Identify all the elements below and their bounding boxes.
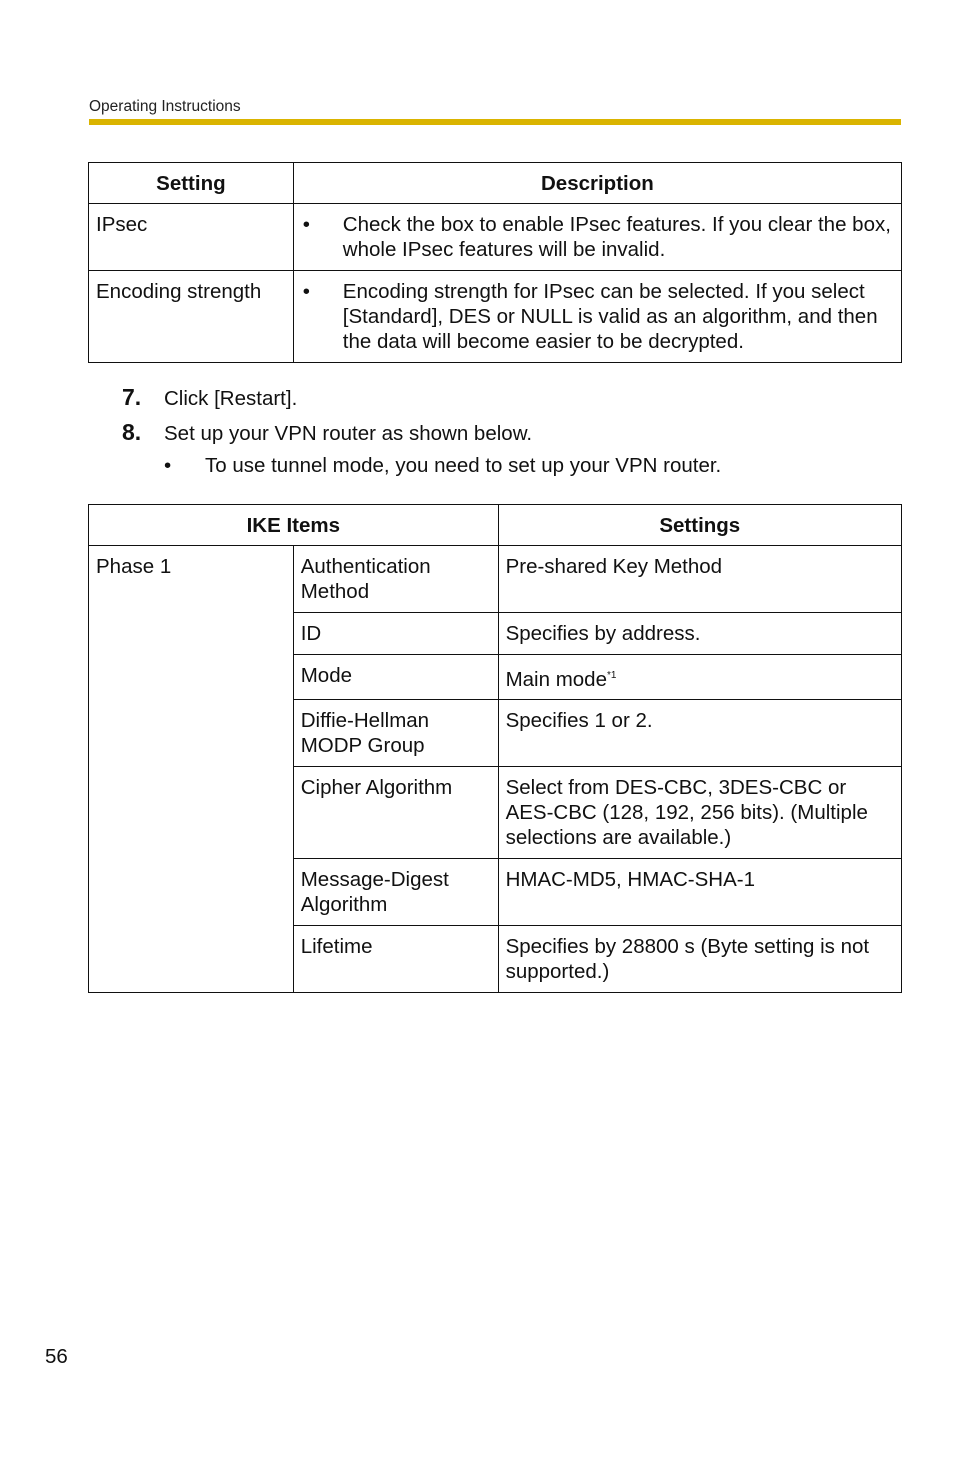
item-cell: ID: [293, 613, 498, 655]
value-cell: [498, 655, 901, 700]
bullet: •: [302, 213, 310, 236]
item-cell: Lifetime: [293, 925, 498, 992]
phase-cell: Phase 1: [89, 546, 294, 993]
table-row: [89, 271, 902, 363]
column-header-settings: Settings: [498, 505, 901, 546]
description-text: Check the box to enable IPsec features. If you clear the box, whole IPsec features will be invalid.: [342, 213, 891, 261]
description-cell: [293, 204, 901, 271]
table-row: [89, 546, 902, 613]
item-cell: Mode: [293, 655, 498, 700]
column-header-setting: Setting: [89, 163, 294, 204]
item-cell: Message-Digest Algorithm: [293, 858, 498, 925]
value-cell: HMAC-MD5, HMAC-SHA-1: [498, 858, 901, 925]
step-number: 8.: [122, 419, 142, 445]
header-rule: [89, 119, 901, 125]
bullet: •: [302, 280, 310, 303]
step-7: [122, 384, 721, 419]
value-text: Main mode: [505, 667, 607, 691]
table-row: [89, 204, 902, 271]
footnote-mark: *1: [607, 670, 617, 681]
note-text: To use tunnel mode, you need to set up your VPN router.: [205, 454, 722, 477]
ike-settings-table: [88, 504, 902, 993]
step-8-note: [164, 454, 721, 486]
value-cell: Specifies by address.: [498, 613, 901, 655]
value-cell: Specifies by 28800 s (Byte setting is not supported.): [498, 925, 901, 992]
page-number: 56: [45, 1345, 68, 1368]
bullet: •: [164, 454, 172, 477]
step-text: Set up your VPN router as shown below.: [164, 422, 533, 445]
running-header: Operating Instructions: [89, 98, 241, 115]
value-cell: Specifies 1 or 2.: [498, 699, 901, 766]
description-text: Encoding strength for IPsec can be selected. If you select [Standard], DES or NULL is valid as an algorithm, and then the data will become easier to be decrypted.: [342, 280, 878, 353]
setting-cell: IPsec: [89, 204, 294, 271]
procedure-steps: [122, 384, 721, 486]
description-cell: [293, 271, 901, 363]
column-header-ike-items: IKE Items: [89, 505, 499, 546]
column-header-description: Description: [293, 163, 901, 204]
table-header-row: [89, 505, 902, 546]
step-8: [122, 419, 721, 454]
ipsec-settings-table: [88, 162, 902, 363]
step-text: Click [Restart].: [164, 387, 298, 410]
value-cell: Select from DES-CBC, 3DES-CBC or AES-CBC (128, 192, 256 bits). (Multiple selections are available.): [498, 766, 901, 858]
value-cell: Pre-shared Key Method: [498, 546, 901, 613]
step-number: 7.: [122, 384, 142, 410]
item-cell: Cipher Algorithm: [293, 766, 498, 858]
table-header-row: [89, 163, 902, 204]
item-cell: Authentication Method: [293, 546, 498, 613]
setting-cell: Encoding strength: [89, 271, 294, 363]
item-cell: Diffie-Hellman MODP Group: [293, 699, 498, 766]
